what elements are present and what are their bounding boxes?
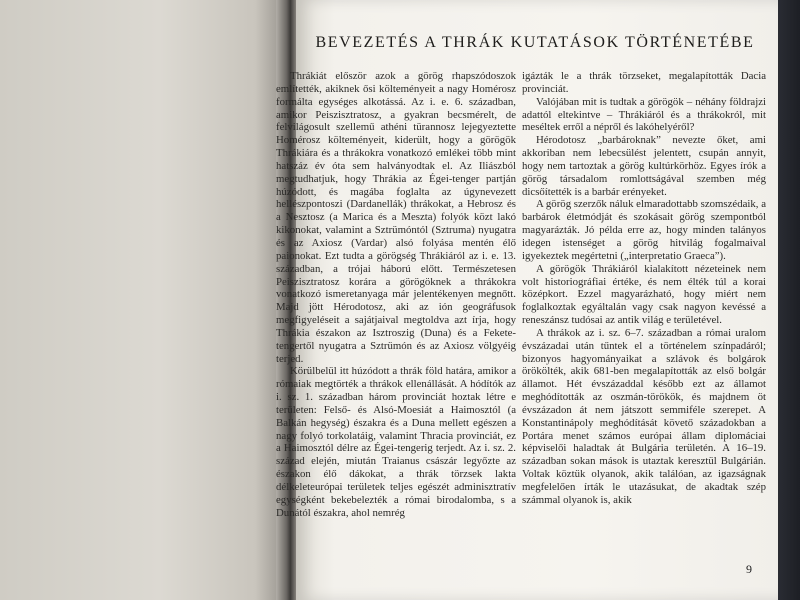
left-page <box>0 0 290 600</box>
paragraph: Hérodotosz „barbároknak” nevezte őket, ami akkoriban nem lebecsülést jelentett, csupán annyit, hogy nem tartoztak a görög kultúrkörhöz. Egyes írók a görög társadalom romlottságával szemben még dicsőítették is a barbár erényeket. <box>522 134 766 198</box>
text-column-left <box>276 70 516 570</box>
text-column-right <box>522 70 766 570</box>
book-cover-edge <box>778 0 800 600</box>
paragraph: Valójában mit is tudtak a görögök – néhány földrajzi adattól eltekintve – Thrákiáról és a thrákokról, mit meséltek erről a népről és lakóhelyéről? <box>522 95 766 134</box>
paragraph: A görög szerzők náluk elmaradottabb szomszédaik, a barbárok életmódját és szokásait görög szempontból magyarázták. Jó példa erre az, hogy minden talányos idegen istenséget a görög hitvilág fogalmaival igyekeztek megértetni („interpretatio Graeca”). <box>522 198 766 262</box>
paragraph: A görögök Thrákiáról kialakított nézeteinek nem volt historiográfiai értéke, és nem élték túl a korai középkort. Ezzel magyarázható, hogy miért nem foglalkoztak egyáltalán vagy csak nagyon kevéssé a reneszánsz tudósai az antik világ e területével. <box>522 262 766 327</box>
paragraph: igázták le a thrák törzseket, megalapították Dacia provinciát. <box>522 70 766 95</box>
paragraph: A thrákok az i. sz. 6–7. században a római uralom évszázadai után tűntek el a történelem színpadáról; bizonyos hagyományaikat a szlávok és bolgárok örökölték, akik 681-ben megalapították az első bolgár államot. Hét évszázaddal később ezt az államot meghódították az oszmán-törökök, és majdnem öt évszázadon át nem játszott semmiféle szerepet. A Konstantinápoly meghódítását követő századokban a Portára menet számos európai állam diplomáciai képviselői haladtak át Bulgária területén. A 16–19. században sokan mások is utaztak keresztül Bulgárián. Voltak köztük olyanok, akik találóan, az igazságnak megfelelően írták le utazásukat, de akadtak szép számmal olyanok is, akik <box>522 326 766 506</box>
paragraph: Thrákiát először azok a görög rhapszódoszok említették, akiknek ősi költeményeit a nagy Homérosz formálta egységes alkotássá. Az i. e. 6. században, amikor Peiszisztratosz, a gyakran becsmérelt, de felvilágosult szellemű athéni türannosz lejegyeztette Homérosz költeményeit, kiderült, hogy a görögök Thrákiára és a thrákokra vonatkozó emlékei több mint hatszáz év óta sem halványodtak el. Az Iliászból megtudhatjuk, hogy Thrákia az Égei-tenger partján húzódott, és magába foglalta az úgynevezett hellészpontoszi (Dardanellák) thrákokat, a Hebrosz és a Nesztosz (a Marica és a Meszta) folyók közt lakó kikonokat, valamint a Sztrümóntól (Sztruma) nyugatra és az Axiosz (Vardar) alsó folyása mentén élő paionokat. Ezt tudta a görögség Thrákiáról az i. e. 13. században, a trójai háború előtt. Természetesen Peiszisztratosz korára a görögöknek a thrákokra vonatkozó ismeretanyaga már jelentékenyen megnőtt. Majd jött Hérodotosz, aki az ión geográfusok megfigyeléseit a sajátjaival megtoldva azt írja, hogy Thrákia északon az Isztroszig (Duna) és a Fekete-tengertől nyugatra a Sztrümón és az Axiosz völgyéig terjed. <box>276 70 516 365</box>
chapter-title: BEVEZETÉS A THRÁK KUTATÁSOK TÖRTÉNETÉBE <box>315 34 755 51</box>
page-number: 9 <box>746 562 752 576</box>
paragraph: Körülbelül itt húzódott a thrák föld határa, amikor a rómaiak megtörték a thrákok ellenállását. A hódítók az i. sz. 1. században három provinciát hoztak létre e területen: Felső- és Alsó-Moesiát a Haimosztól (a Balkán hegység) északra és a Duna mellett egészen a nagy folyó torkolatáig, valamint Thracia provinciát, ez a Haimosztól délre az Égei-tengerig terjedt. Az i. sz. 2. század elején, miután Traianus császár legyőzte az északon élő dákokat, a thrák törzsek lakta délkeleteurópai területek teljes egészét adminisztratív egységként bekebelezték a római birodalomba, s a Dunától északra, ahol nemrég <box>276 365 516 519</box>
